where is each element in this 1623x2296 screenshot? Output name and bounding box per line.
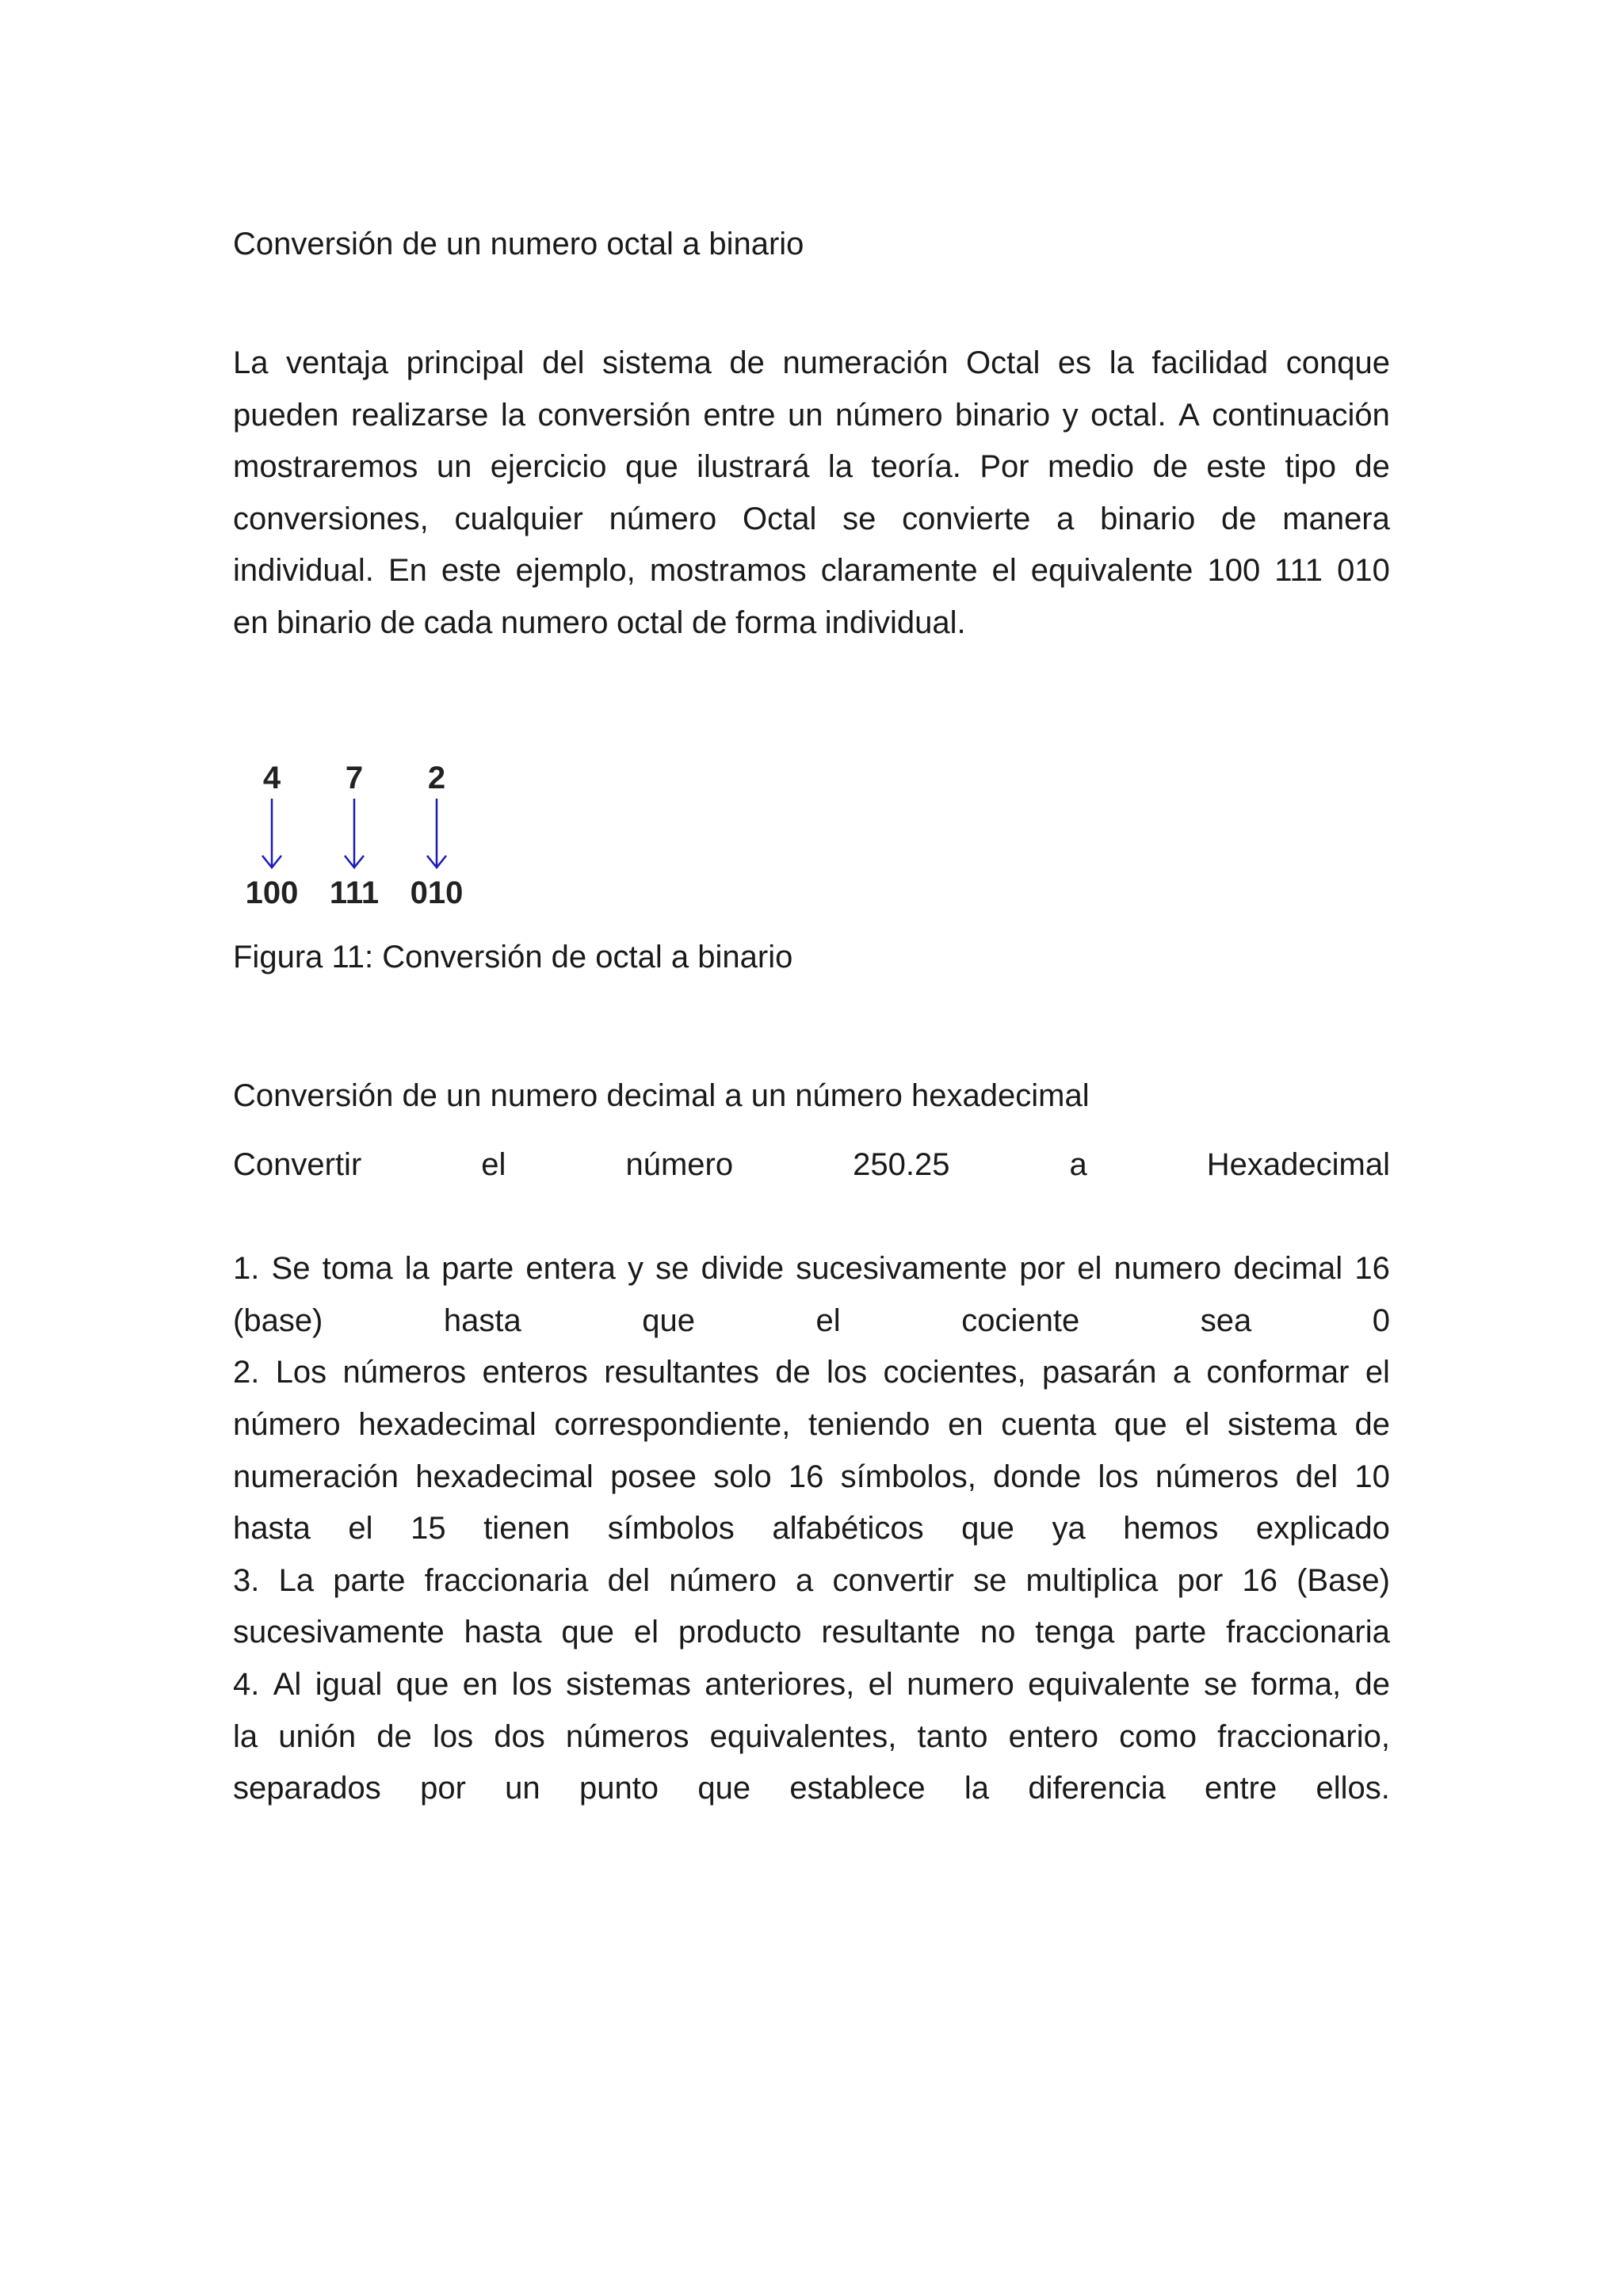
paragraph-line xyxy=(233,1243,1390,1295)
word: de xyxy=(1354,1666,1390,1702)
word: símbolos xyxy=(607,1511,735,1547)
word: binario xyxy=(955,397,1051,433)
word: Convertir xyxy=(233,1147,362,1182)
word: establece xyxy=(789,1771,926,1806)
paragraph-line xyxy=(233,338,1390,390)
word: número xyxy=(609,501,717,536)
word: tenga xyxy=(1035,1615,1115,1650)
word: un xyxy=(787,397,823,433)
word: números xyxy=(1155,1459,1279,1494)
word: alfabéticos xyxy=(772,1511,924,1547)
word: hasta xyxy=(464,1615,542,1650)
word: equivalente xyxy=(1028,1666,1190,1702)
word: cociente xyxy=(961,1302,1080,1338)
word: entera xyxy=(525,1251,616,1287)
word: de xyxy=(1221,501,1257,536)
word: cuenta xyxy=(1001,1406,1097,1442)
word: tienen xyxy=(483,1511,571,1547)
binary-group: 010 xyxy=(410,875,464,910)
paragraph-line xyxy=(233,1192,1390,1244)
word: forma, xyxy=(1251,1666,1342,1702)
word: parte xyxy=(441,1251,514,1287)
word: fraccionaria xyxy=(1226,1615,1390,1650)
word: a xyxy=(796,1562,814,1598)
word: de xyxy=(775,1355,811,1390)
word: facilidad xyxy=(1151,345,1269,380)
word: el xyxy=(815,1302,841,1338)
word: claramente xyxy=(820,553,978,589)
word: correspondiente, xyxy=(554,1406,791,1442)
word: la xyxy=(233,1718,258,1754)
word: número xyxy=(233,1406,341,1442)
word: 3. xyxy=(233,1562,260,1598)
word: numero xyxy=(907,1666,1014,1702)
word: se xyxy=(973,1562,1007,1598)
word: los xyxy=(827,1355,868,1390)
word: se xyxy=(1204,1666,1238,1702)
word: toma xyxy=(322,1251,393,1287)
word: igual xyxy=(315,1666,383,1702)
word: principal xyxy=(406,345,525,380)
word: el xyxy=(868,1666,893,1702)
word: el xyxy=(633,1615,659,1650)
word: los xyxy=(432,1718,474,1754)
word: donde xyxy=(993,1459,1082,1494)
word: La xyxy=(278,1562,315,1598)
word: Hexadecimal xyxy=(1206,1147,1390,1182)
word: que xyxy=(561,1615,615,1650)
word: hexadecimal xyxy=(358,1406,537,1442)
word: Los xyxy=(275,1355,327,1390)
word: hexadecimal xyxy=(415,1459,594,1494)
word: fraccionaria xyxy=(424,1562,589,1598)
word: los xyxy=(1098,1459,1139,1494)
word: teniendo xyxy=(808,1406,930,1442)
paragraph-line xyxy=(233,494,1390,546)
paragraph-line xyxy=(233,390,1390,442)
word: hasta xyxy=(443,1302,521,1338)
word: decimal xyxy=(1233,1251,1343,1287)
word: 15 xyxy=(411,1511,446,1547)
word: la xyxy=(964,1771,990,1806)
word: divide xyxy=(701,1251,785,1287)
paragraph-line xyxy=(233,1763,1390,1815)
word: que xyxy=(624,449,678,485)
word: entre xyxy=(1205,1771,1277,1806)
word: de xyxy=(1354,1406,1390,1442)
word: separados xyxy=(233,1771,381,1806)
word: sea xyxy=(1200,1302,1252,1338)
word: números xyxy=(342,1355,467,1390)
word: sistemas xyxy=(566,1666,691,1702)
word: la xyxy=(404,1251,430,1287)
word: octal xyxy=(616,605,684,640)
word: 0 xyxy=(1372,1302,1390,1338)
word: de xyxy=(1354,449,1390,485)
paragraph-line xyxy=(233,1139,1390,1192)
word: el xyxy=(991,553,1017,589)
word: conversiones, xyxy=(233,501,429,536)
word: individual. xyxy=(233,553,374,589)
word: ejercicio xyxy=(490,449,607,485)
word: los xyxy=(511,1666,552,1702)
word: a xyxy=(1056,501,1075,536)
word: sistema xyxy=(1228,1406,1337,1442)
word: es xyxy=(1057,345,1092,380)
word: forma xyxy=(735,605,817,640)
paragraph-line xyxy=(233,597,1390,650)
word: 111 xyxy=(1274,553,1323,589)
word: Octal xyxy=(743,501,817,536)
paragraph-line xyxy=(233,1347,1390,1399)
paragraph-octal-advantage xyxy=(233,338,1390,650)
word: ya xyxy=(1052,1511,1086,1547)
word: en xyxy=(233,605,269,640)
word: numeración xyxy=(233,1459,399,1494)
word: por xyxy=(1019,1251,1066,1287)
paragraph-line xyxy=(233,1711,1390,1764)
word: convertir xyxy=(832,1562,954,1598)
word: la xyxy=(500,397,525,433)
word: resultante xyxy=(821,1615,961,1650)
figure-octal-to-binary xyxy=(233,753,487,911)
word: y xyxy=(1062,397,1079,433)
word: explicado xyxy=(1255,1511,1390,1547)
word: enteros xyxy=(482,1355,588,1390)
word: el xyxy=(1185,1406,1210,1442)
word: pueden xyxy=(233,397,339,433)
word: en xyxy=(462,1666,498,1702)
word: por xyxy=(420,1771,466,1806)
word: la xyxy=(1109,345,1134,380)
word: 2. xyxy=(233,1355,260,1390)
word: cualquier xyxy=(454,501,583,536)
word: medio xyxy=(1048,449,1134,485)
word: La xyxy=(233,345,269,380)
word: binario xyxy=(1100,501,1196,536)
word: parte xyxy=(333,1562,406,1598)
word: del xyxy=(542,345,585,380)
word: parte xyxy=(1134,1615,1207,1650)
word: 010 xyxy=(1337,553,1390,589)
word: Se xyxy=(271,1251,311,1287)
word: numeración xyxy=(782,345,949,380)
word: anteriores, xyxy=(705,1666,855,1702)
word: como xyxy=(1119,1718,1197,1754)
word: (Base) xyxy=(1296,1562,1390,1598)
word: entero xyxy=(1008,1718,1099,1754)
word: binario xyxy=(277,605,372,640)
word: que xyxy=(395,1666,449,1702)
word: Al xyxy=(273,1666,302,1702)
word: conque xyxy=(1285,345,1390,380)
word: En xyxy=(388,553,427,589)
word: de xyxy=(376,1718,412,1754)
word: A xyxy=(1178,397,1200,433)
word: conformar xyxy=(1206,1355,1350,1390)
word: 250.25 xyxy=(853,1147,950,1182)
word: 16 xyxy=(1354,1251,1390,1287)
word: solo xyxy=(713,1459,772,1494)
word: ellos. xyxy=(1316,1771,1390,1806)
word: de xyxy=(1152,449,1188,485)
word: este xyxy=(1206,449,1267,485)
octal-binary-diagram xyxy=(233,753,487,911)
word: el xyxy=(1077,1251,1102,1287)
word: continuación xyxy=(1212,397,1390,433)
word: posee xyxy=(610,1459,697,1494)
word: del xyxy=(1295,1459,1338,1494)
paragraph-line xyxy=(233,1503,1390,1555)
word: pasarán xyxy=(1041,1355,1157,1390)
word: que xyxy=(1113,1406,1167,1442)
paragraph-line xyxy=(233,1295,1390,1348)
word: realizarse xyxy=(350,397,489,433)
word: multiplica xyxy=(1025,1562,1159,1598)
word: sistema xyxy=(602,345,712,380)
word: que xyxy=(642,1302,696,1338)
word: Por xyxy=(980,449,1029,485)
octal-digit: 7 xyxy=(345,761,364,795)
word: tanto xyxy=(917,1718,988,1754)
word: octal. xyxy=(1090,397,1167,433)
paragraph-line xyxy=(233,1607,1390,1659)
word: 16 xyxy=(1242,1562,1277,1598)
section-title-octal-to-binary: Conversión de un numero octal a binario xyxy=(233,227,804,261)
word: un xyxy=(436,449,472,485)
word: mostramos xyxy=(649,553,807,589)
word: número xyxy=(669,1562,777,1598)
word: numero xyxy=(1113,1251,1222,1287)
word: hasta xyxy=(233,1511,311,1547)
word: se xyxy=(842,501,876,536)
paragraph-line xyxy=(233,545,1390,597)
word: 1. xyxy=(233,1251,260,1287)
paragraph-line xyxy=(233,1399,1390,1451)
word: sucesivamente xyxy=(233,1615,445,1650)
word: no xyxy=(980,1615,1016,1650)
word: símbolos, xyxy=(840,1459,976,1494)
word: ventaja xyxy=(286,345,389,380)
word: el xyxy=(481,1147,506,1182)
octal-digit: 2 xyxy=(427,761,446,795)
word: unión xyxy=(278,1718,357,1754)
word: número xyxy=(834,397,943,433)
word: de xyxy=(380,605,416,640)
word: el xyxy=(348,1511,373,1547)
paragraph-line xyxy=(233,1451,1390,1504)
word: de xyxy=(691,605,727,640)
word: 100 xyxy=(1207,553,1261,589)
word: que xyxy=(961,1511,1014,1547)
word: que xyxy=(697,1771,751,1806)
paragraph-line xyxy=(233,1659,1390,1711)
paragraph-decimal-to-hex xyxy=(233,1139,1390,1815)
word: fraccionario, xyxy=(1217,1718,1390,1754)
figure-caption: Figura 11: Conversión de octal a binario xyxy=(233,940,793,974)
word: se xyxy=(655,1251,689,1287)
word: cada xyxy=(423,605,493,640)
paragraph-line xyxy=(233,1555,1390,1608)
word: dos xyxy=(494,1718,545,1754)
word: la xyxy=(827,449,854,485)
word: en xyxy=(948,1406,983,1442)
word: resultantes xyxy=(604,1355,759,1390)
word: 16 xyxy=(788,1459,824,1494)
word: cocientes, xyxy=(883,1355,1026,1390)
word: conversión xyxy=(537,397,691,433)
word: un xyxy=(505,1771,540,1806)
word: teoría. xyxy=(871,449,961,485)
word: Octal xyxy=(966,345,1041,380)
word: de xyxy=(729,345,765,380)
word: del xyxy=(607,1562,650,1598)
word: número xyxy=(625,1147,734,1182)
word: ejemplo, xyxy=(515,553,636,589)
word: 4. xyxy=(233,1666,260,1702)
word: numero xyxy=(500,605,609,640)
word: individual. xyxy=(824,605,966,640)
word: tipo xyxy=(1285,449,1336,485)
paragraph-line xyxy=(233,441,1390,494)
word: a xyxy=(1069,1147,1087,1182)
word: números xyxy=(565,1718,689,1754)
word: equivalentes, xyxy=(709,1718,897,1754)
word: sucesivamente xyxy=(796,1251,1008,1287)
word: el xyxy=(1365,1355,1390,1390)
word: equivalente xyxy=(1030,553,1193,589)
word: producto xyxy=(678,1615,802,1650)
word: por xyxy=(1177,1562,1224,1598)
binary-group: 100 xyxy=(245,875,299,910)
section-title-decimal-to-hex: Conversión de un numero decimal a un número hexadecimal xyxy=(233,1078,1090,1113)
word: 10 xyxy=(1354,1459,1390,1494)
word: punto xyxy=(579,1771,659,1806)
word: hemos xyxy=(1123,1511,1219,1547)
word: mostraremos xyxy=(233,449,418,485)
word: entre xyxy=(703,397,776,433)
word: a xyxy=(1172,1355,1191,1390)
binary-group: 111 xyxy=(329,875,380,910)
word: ilustrará xyxy=(697,449,810,485)
word: manera xyxy=(1282,501,1390,536)
octal-digit: 4 xyxy=(262,761,281,795)
word: (base) xyxy=(233,1302,323,1338)
word: convierte xyxy=(902,501,1031,536)
word: diferencia xyxy=(1028,1771,1166,1806)
word: y xyxy=(628,1251,643,1287)
word: este xyxy=(441,553,502,589)
